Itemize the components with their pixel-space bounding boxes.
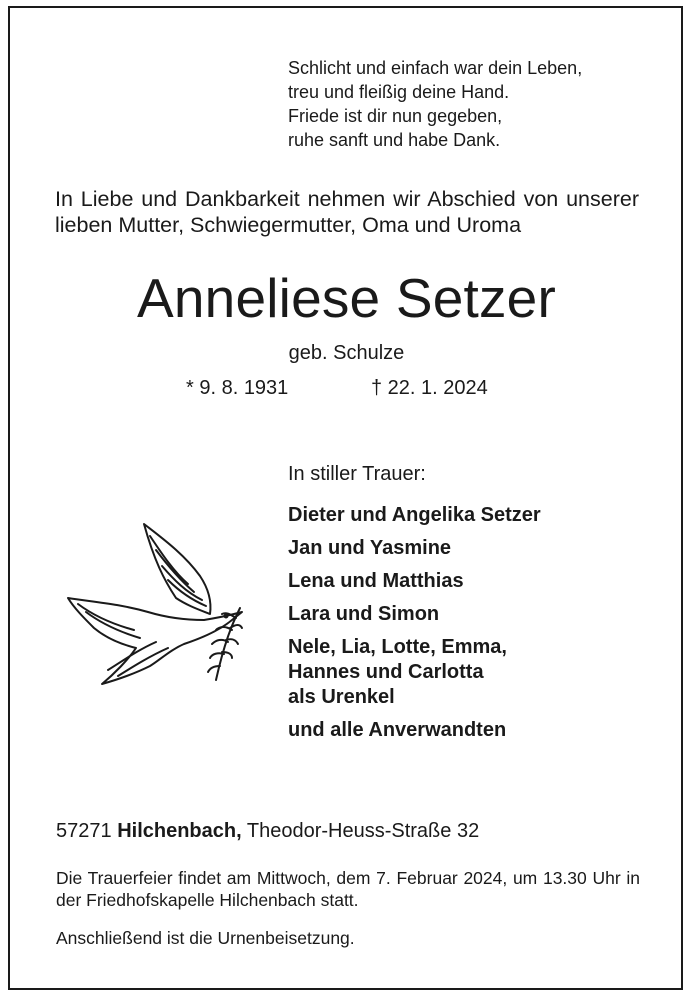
street: Theodor-Heuss-Straße 32: [246, 820, 480, 842]
poem-line: Friede ist dir nun gegeben,: [288, 106, 503, 126]
death-date: † 22. 1. 2024: [371, 377, 488, 399]
poem-line: Schlicht und einfach war dein Leben,: [288, 58, 583, 78]
funeral-service-text: Die Trauerfeier findet am Mittwoch, dem 7. Februar 2024, um 13.30 Uhr in der Friedhofskapelle Hilchenbach statt.: [56, 868, 640, 910]
family-line: Lena und Matthias: [288, 570, 464, 592]
family-entry: [288, 602, 541, 627]
family-line: Jan und Yasmine: [288, 537, 452, 559]
poem-line: ruhe sanft und habe Dank.: [288, 130, 501, 150]
family-entry: [288, 503, 541, 528]
family-line: Nele, Lia, Lotte, Emma,: [288, 636, 507, 658]
address: [56, 817, 479, 845]
postal-code: 57271: [56, 820, 112, 842]
family-entry: [288, 536, 541, 561]
family-line: Lara und Simon: [288, 603, 440, 625]
family-list: [288, 503, 541, 751]
family-entry: [288, 569, 541, 594]
mourning-label: In stiller Trauer:: [288, 463, 426, 485]
maiden-name: geb. Schulze: [288, 342, 405, 364]
family-line: und alle Anverwandten: [288, 719, 507, 741]
deceased-name: Anneliese Setzer: [136, 267, 556, 329]
family-entry: [288, 635, 541, 710]
birth-date: * 9. 8. 1931: [186, 377, 289, 399]
dove-with-olive-branch-icon: [64, 520, 246, 688]
poem-line: treu und fleißig deine Hand.: [288, 82, 510, 102]
family-entry: [288, 718, 541, 743]
burial-text: Anschließend ist die Urnenbeisetzung.: [56, 928, 355, 948]
intro-text: In Liebe und Dankbarkeit nehmen wir Abschied von unserer lieben Mutter, Schwiegermutter, Oma und Uroma: [55, 187, 639, 237]
poem: [288, 56, 582, 152]
family-line: Dieter und Angelika Setzer: [288, 504, 541, 526]
family-line: Hannes und Carlotta: [288, 661, 484, 683]
family-line: als Urenkel: [288, 686, 395, 708]
city: Hilchenbach,: [117, 820, 242, 842]
